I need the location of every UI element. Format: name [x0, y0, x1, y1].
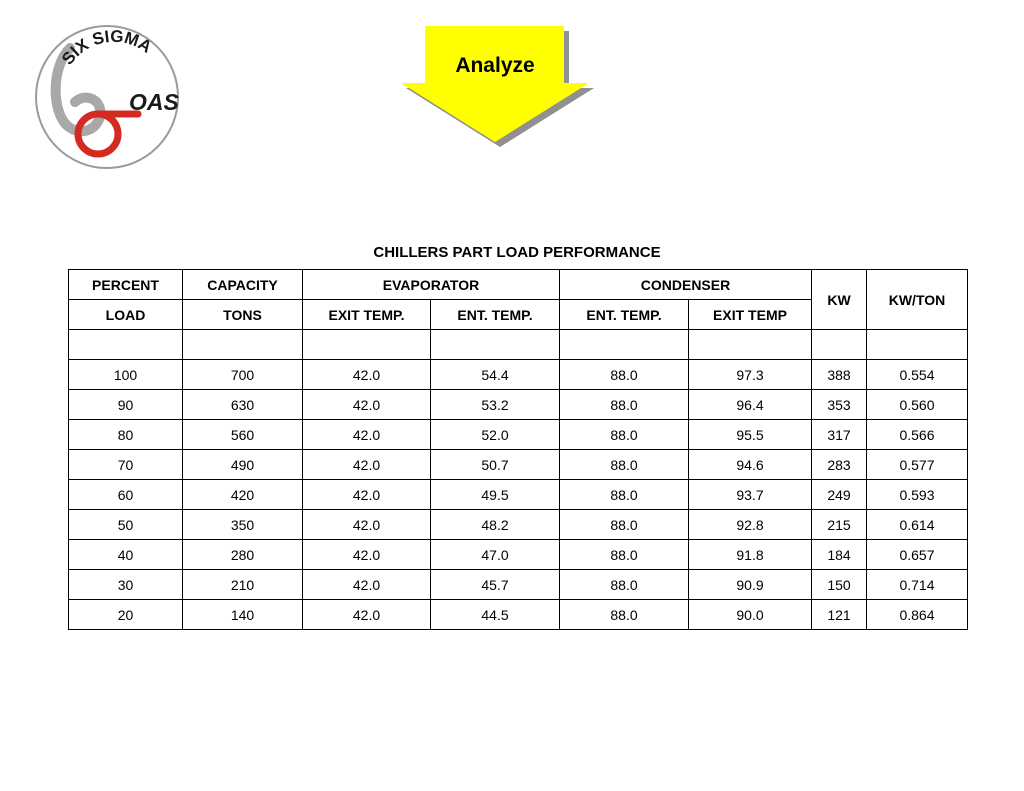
- cell-cond-exit-temp: 92.8: [689, 510, 812, 540]
- cell-cond-exit-temp: 93.7: [689, 480, 812, 510]
- cell-capacity-tons: 700: [183, 360, 303, 390]
- cell-evap-ent-temp: 54.4: [431, 360, 560, 390]
- table-row: [69, 450, 968, 480]
- header-evap-exit-temp: EXIT TEMP.: [303, 300, 431, 330]
- table-row: [69, 510, 968, 540]
- cell-percent-load: 90: [69, 390, 183, 420]
- cell-cond-ent-temp: 88.0: [560, 510, 689, 540]
- cell-percent-load: 60: [69, 480, 183, 510]
- table-row: [69, 420, 968, 450]
- cell-kw: 150: [812, 570, 867, 600]
- cell-evap-exit-temp: 42.0: [303, 450, 431, 480]
- cell-percent-load: 80: [69, 420, 183, 450]
- cell-cond-ent-temp: 88.0: [560, 390, 689, 420]
- cell-kw: 317: [812, 420, 867, 450]
- analyze-arrow-banner: [400, 22, 600, 152]
- six-sigma-oas-logo: [30, 22, 185, 172]
- cell-cond-exit-temp: 94.6: [689, 450, 812, 480]
- cell-kw-per-ton: 0.577: [867, 450, 968, 480]
- cell-capacity-tons: 420: [183, 480, 303, 510]
- cell-cond-ent-temp: 88.0: [560, 600, 689, 630]
- header-cond-ent-temp: ENT. TEMP.: [560, 300, 689, 330]
- cell-kw-per-ton: 0.714: [867, 570, 968, 600]
- cell-cond-exit-temp: 91.8: [689, 540, 812, 570]
- table-body: [69, 330, 968, 630]
- cell-evap-exit-temp: 42.0: [303, 600, 431, 630]
- cell-evap-ent-temp: 52.0: [431, 420, 560, 450]
- cell-percent-load: 70: [69, 450, 183, 480]
- cell-cond-ent-temp: 88.0: [560, 570, 689, 600]
- cell-cond-exit-temp: 90.0: [689, 600, 812, 630]
- cell-capacity-tons: 140: [183, 600, 303, 630]
- cell-evap-ent-temp: 48.2: [431, 510, 560, 540]
- cell-percent-load: 30: [69, 570, 183, 600]
- cell-kw-per-ton: 0.566: [867, 420, 968, 450]
- cell-percent-load: 40: [69, 540, 183, 570]
- cell-cond-ent-temp: 88.0: [560, 540, 689, 570]
- cell-evap-exit-temp: 42.0: [303, 540, 431, 570]
- cell-cond-ent-temp: 88.0: [560, 480, 689, 510]
- cell-kw-per-ton: 0.554: [867, 360, 968, 390]
- cell-capacity-tons: 210: [183, 570, 303, 600]
- empty-spacer-row: [69, 330, 968, 360]
- header-evaporator: EVAPORATOR: [303, 270, 560, 300]
- cell-kw: 388: [812, 360, 867, 390]
- cell-evap-exit-temp: 42.0: [303, 390, 431, 420]
- header-row-1: [69, 270, 968, 300]
- logo-text-oas: OAS: [129, 89, 179, 115]
- cell-evap-ent-temp: 50.7: [431, 450, 560, 480]
- analyze-label: Analyze: [455, 54, 535, 77]
- cell-evap-ent-temp: 53.2: [431, 390, 560, 420]
- cell-kw: 184: [812, 540, 867, 570]
- cell-kw-per-ton: 0.864: [867, 600, 968, 630]
- header-kw-ton: KW/TON: [867, 270, 968, 330]
- cell-evap-exit-temp: 42.0: [303, 510, 431, 540]
- cell-evap-exit-temp: 42.0: [303, 480, 431, 510]
- cell-capacity-tons: 280: [183, 540, 303, 570]
- cell-kw-per-ton: 0.560: [867, 390, 968, 420]
- header-percent: PERCENT: [69, 270, 183, 300]
- cell-cond-ent-temp: 88.0: [560, 450, 689, 480]
- header-kw: KW: [812, 270, 867, 330]
- cell-evap-ent-temp: 47.0: [431, 540, 560, 570]
- cell-cond-exit-temp: 96.4: [689, 390, 812, 420]
- cell-kw: 121: [812, 600, 867, 630]
- cell-kw: 283: [812, 450, 867, 480]
- cell-evap-exit-temp: 42.0: [303, 360, 431, 390]
- header-tons: TONS: [183, 300, 303, 330]
- cell-capacity-tons: 350: [183, 510, 303, 540]
- logo-text-six-sigma: SIX SIGMA: [57, 26, 156, 69]
- cell-kw-per-ton: 0.593: [867, 480, 968, 510]
- header-condenser: CONDENSER: [560, 270, 812, 300]
- cell-cond-exit-temp: 95.5: [689, 420, 812, 450]
- cell-evap-exit-temp: 42.0: [303, 570, 431, 600]
- cell-cond-ent-temp: 88.0: [560, 420, 689, 450]
- table-row: [69, 540, 968, 570]
- cell-percent-load: 20: [69, 600, 183, 630]
- table-row: [69, 480, 968, 510]
- cell-evap-exit-temp: 42.0: [303, 420, 431, 450]
- table-row: [69, 600, 968, 630]
- header-cond-exit-temp: EXIT TEMP: [689, 300, 812, 330]
- cell-kw-per-ton: 0.657: [867, 540, 968, 570]
- table-row: [69, 360, 968, 390]
- cell-evap-ent-temp: 45.7: [431, 570, 560, 600]
- cell-cond-ent-temp: 88.0: [560, 360, 689, 390]
- header-evap-ent-temp: ENT. TEMP.: [431, 300, 560, 330]
- cell-evap-ent-temp: 44.5: [431, 600, 560, 630]
- cell-capacity-tons: 560: [183, 420, 303, 450]
- cell-capacity-tons: 630: [183, 390, 303, 420]
- cell-capacity-tons: 490: [183, 450, 303, 480]
- cell-kw: 215: [812, 510, 867, 540]
- cell-kw-per-ton: 0.614: [867, 510, 968, 540]
- header-capacity: CAPACITY: [183, 270, 303, 300]
- table-title: CHILLERS PART LOAD PERFORMANCE: [373, 244, 661, 261]
- table-row: [69, 570, 968, 600]
- cell-percent-load: 100: [69, 360, 183, 390]
- table-row: [69, 390, 968, 420]
- cell-kw: 353: [812, 390, 867, 420]
- cell-cond-exit-temp: 90.9: [689, 570, 812, 600]
- cell-kw: 249: [812, 480, 867, 510]
- header-load: LOAD: [69, 300, 183, 330]
- cell-cond-exit-temp: 97.3: [689, 360, 812, 390]
- chiller-performance-table: [68, 269, 968, 630]
- cell-evap-ent-temp: 49.5: [431, 480, 560, 510]
- cell-percent-load: 50: [69, 510, 183, 540]
